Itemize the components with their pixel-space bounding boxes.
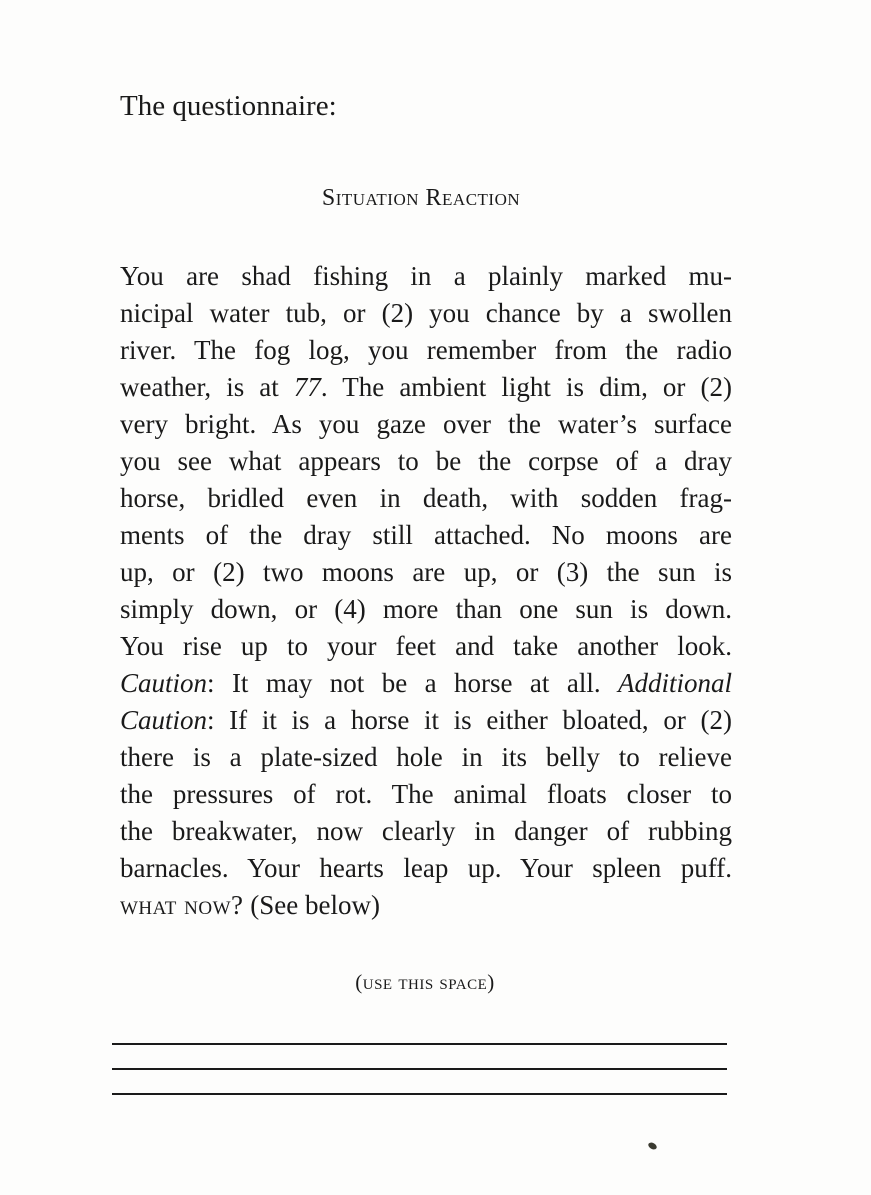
answer-line — [112, 1068, 727, 1070]
paper-speck — [647, 1141, 658, 1151]
paragraph-line — [120, 554, 732, 591]
text-segment: up, or (2) two moons are up, or (3) the sun is — [120, 557, 732, 587]
paragraph-line — [120, 813, 732, 850]
paragraph-line — [120, 850, 732, 887]
text-segment: ments of the dray still attached. No moons are — [120, 520, 732, 550]
italic-text: Caution — [120, 705, 208, 735]
questionnaire-paragraph — [120, 258, 732, 924]
text-segment: river. The fog log, you remember from the radio — [120, 335, 732, 365]
paragraph-line — [120, 480, 732, 517]
paragraph-line — [120, 369, 732, 406]
text-segment: simply down, or (4) more than one sun is down. — [120, 594, 732, 624]
text-segment: horse, bridled even in death, with sodden frag- — [120, 483, 732, 513]
text-segment: barnacles. Your hearts leap up. Your spleen puff. — [120, 853, 732, 883]
paragraph-line — [120, 591, 732, 628]
intro-text: The questionnaire: — [120, 90, 337, 122]
text-segment: weather, is at — [120, 372, 294, 402]
text-segment: You are shad fishing in a plainly marked mu- — [120, 261, 732, 291]
paragraph-line — [120, 628, 732, 665]
paragraph-line — [120, 332, 732, 369]
italic-text: Caution — [120, 668, 208, 698]
use-this-space-label: (use this space) — [355, 970, 495, 994]
text-segment: very bright. As you gaze over the water’s surface — [120, 409, 732, 439]
italic-text: Additional — [618, 668, 732, 698]
paragraph-line — [120, 776, 732, 813]
paragraph-line — [120, 258, 732, 295]
small-caps-text: what now? — [120, 890, 244, 920]
text-segment: there is a plate-sized hole in its belly to relieve — [120, 742, 732, 772]
text-segment: : If it is a horse it is either bloated, or (2) — [207, 705, 732, 735]
paragraph-line — [120, 702, 732, 739]
text-segment: you see what appears to be the corpse of a dray — [120, 446, 732, 476]
paragraph-line — [120, 295, 732, 332]
text-segment: : It may not be a horse at all. — [207, 668, 618, 698]
answer-line — [112, 1093, 727, 1095]
italic-text: 77 — [293, 372, 321, 402]
paragraph-line — [120, 665, 732, 702]
paragraph-line — [120, 517, 732, 554]
answer-line — [112, 1043, 727, 1045]
paragraph-line — [120, 443, 732, 480]
paragraph-line — [120, 887, 732, 924]
text-segment: nicipal water tub, or (2) you chance by a swollen — [120, 298, 732, 328]
text-segment: the breakwater, now clearly in danger of rubbing — [120, 816, 732, 846]
text-segment: (See below) — [243, 890, 380, 920]
paragraph-line — [120, 739, 732, 776]
text-segment: You rise up to your feet and take another look. — [120, 631, 732, 661]
section-heading: Situation Reaction — [321, 185, 521, 211]
text-segment: the pressures of rot. The animal floats closer to — [120, 779, 732, 809]
paragraph-line — [120, 406, 732, 443]
text-segment: . The ambient light is dim, or (2) — [320, 372, 732, 402]
